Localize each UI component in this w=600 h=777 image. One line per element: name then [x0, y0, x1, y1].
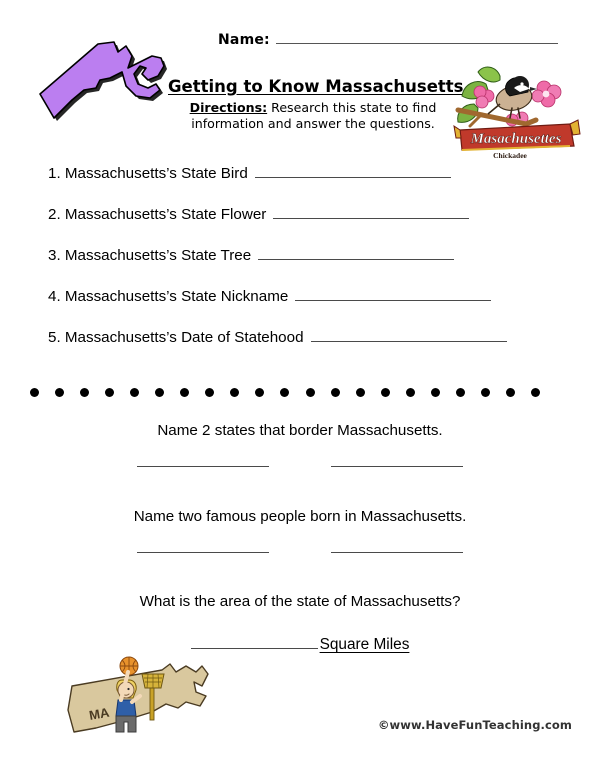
question-answer-blank[interactable] [273, 206, 469, 219]
name-input-blank[interactable] [276, 30, 558, 44]
directions-text [168, 100, 458, 132]
prompt-section-border-states [0, 422, 600, 467]
prompt-text: Name two famous people born in Massachusetts. [133, 508, 467, 525]
divider-dot [456, 388, 465, 397]
massachusetts-emblem-icon [452, 58, 580, 160]
footer-credit: ©www.HaveFunTeaching.com [377, 718, 572, 732]
question-text: 3. Massachusetts’s State Tree [48, 247, 252, 264]
prompt-text: Name 2 states that border Massachusetts. [157, 422, 443, 439]
divider-dot [506, 388, 515, 397]
map-state-abbreviation: MA [87, 704, 111, 723]
divider-dot [230, 388, 239, 397]
question-answer-blank[interactable] [258, 247, 454, 260]
divider-dot [55, 388, 64, 397]
question-answer-blank[interactable] [311, 329, 507, 342]
massachusetts-map-kid-icon [66, 646, 216, 738]
divider-dot [481, 388, 490, 397]
divider-dot [180, 388, 189, 397]
divider-dot [406, 388, 415, 397]
name-field-row [218, 30, 558, 48]
area-unit-label: Square Miles [319, 636, 410, 653]
divider-dot [105, 388, 114, 397]
question-row [48, 165, 548, 206]
divider-dot [80, 388, 89, 397]
prompt-section-area [0, 593, 600, 610]
divider-dot [331, 388, 340, 397]
divider-dot [431, 388, 440, 397]
question-row [48, 288, 548, 329]
divider-dot [356, 388, 365, 397]
page-title: Getting to Know Massachusetts [168, 77, 464, 96]
question-text: 2. Massachusetts’s State Flower [48, 206, 267, 223]
question-row [48, 247, 548, 288]
divider-dot [30, 388, 39, 397]
directions-label: Directions: [189, 99, 268, 115]
divider-dot [205, 388, 214, 397]
answer-blank[interactable] [331, 551, 463, 553]
question-text: 4. Massachusetts’s State Nickname [48, 288, 289, 305]
prompt-section-famous-people [0, 508, 600, 553]
question-answer-blank[interactable] [255, 165, 451, 178]
title-block [168, 77, 464, 132]
divider-dot [531, 388, 540, 397]
name-label: Name: [218, 32, 270, 48]
answer-blank-pair [0, 551, 600, 553]
divider-dot [381, 388, 390, 397]
answer-blank[interactable] [137, 551, 269, 553]
dot-divider [30, 388, 540, 397]
emblem-caption-text: Chickadee [493, 151, 527, 160]
question-list [48, 165, 548, 370]
divider-dot [130, 388, 139, 397]
question-answer-blank[interactable] [295, 288, 491, 301]
question-text: 1. Massachusetts’s State Bird [48, 165, 248, 182]
divider-dot [306, 388, 315, 397]
divider-dot [255, 388, 264, 397]
divider-dot [280, 388, 289, 397]
answer-blank[interactable] [137, 465, 269, 467]
emblem-banner-text: Masachusettes [470, 131, 562, 147]
answer-blank[interactable] [331, 465, 463, 467]
question-row [48, 329, 548, 370]
question-text: 5. Massachusetts’s Date of Statehood [48, 329, 304, 346]
directions-body: Research this state to find information and answer the questions. [191, 99, 437, 132]
massachusetts-state-shape-icon [22, 22, 172, 132]
question-row [48, 206, 548, 247]
divider-dot [155, 388, 164, 397]
prompt-text: What is the area of the state of Massachusetts? [139, 593, 461, 610]
answer-blank-pair [0, 465, 600, 467]
